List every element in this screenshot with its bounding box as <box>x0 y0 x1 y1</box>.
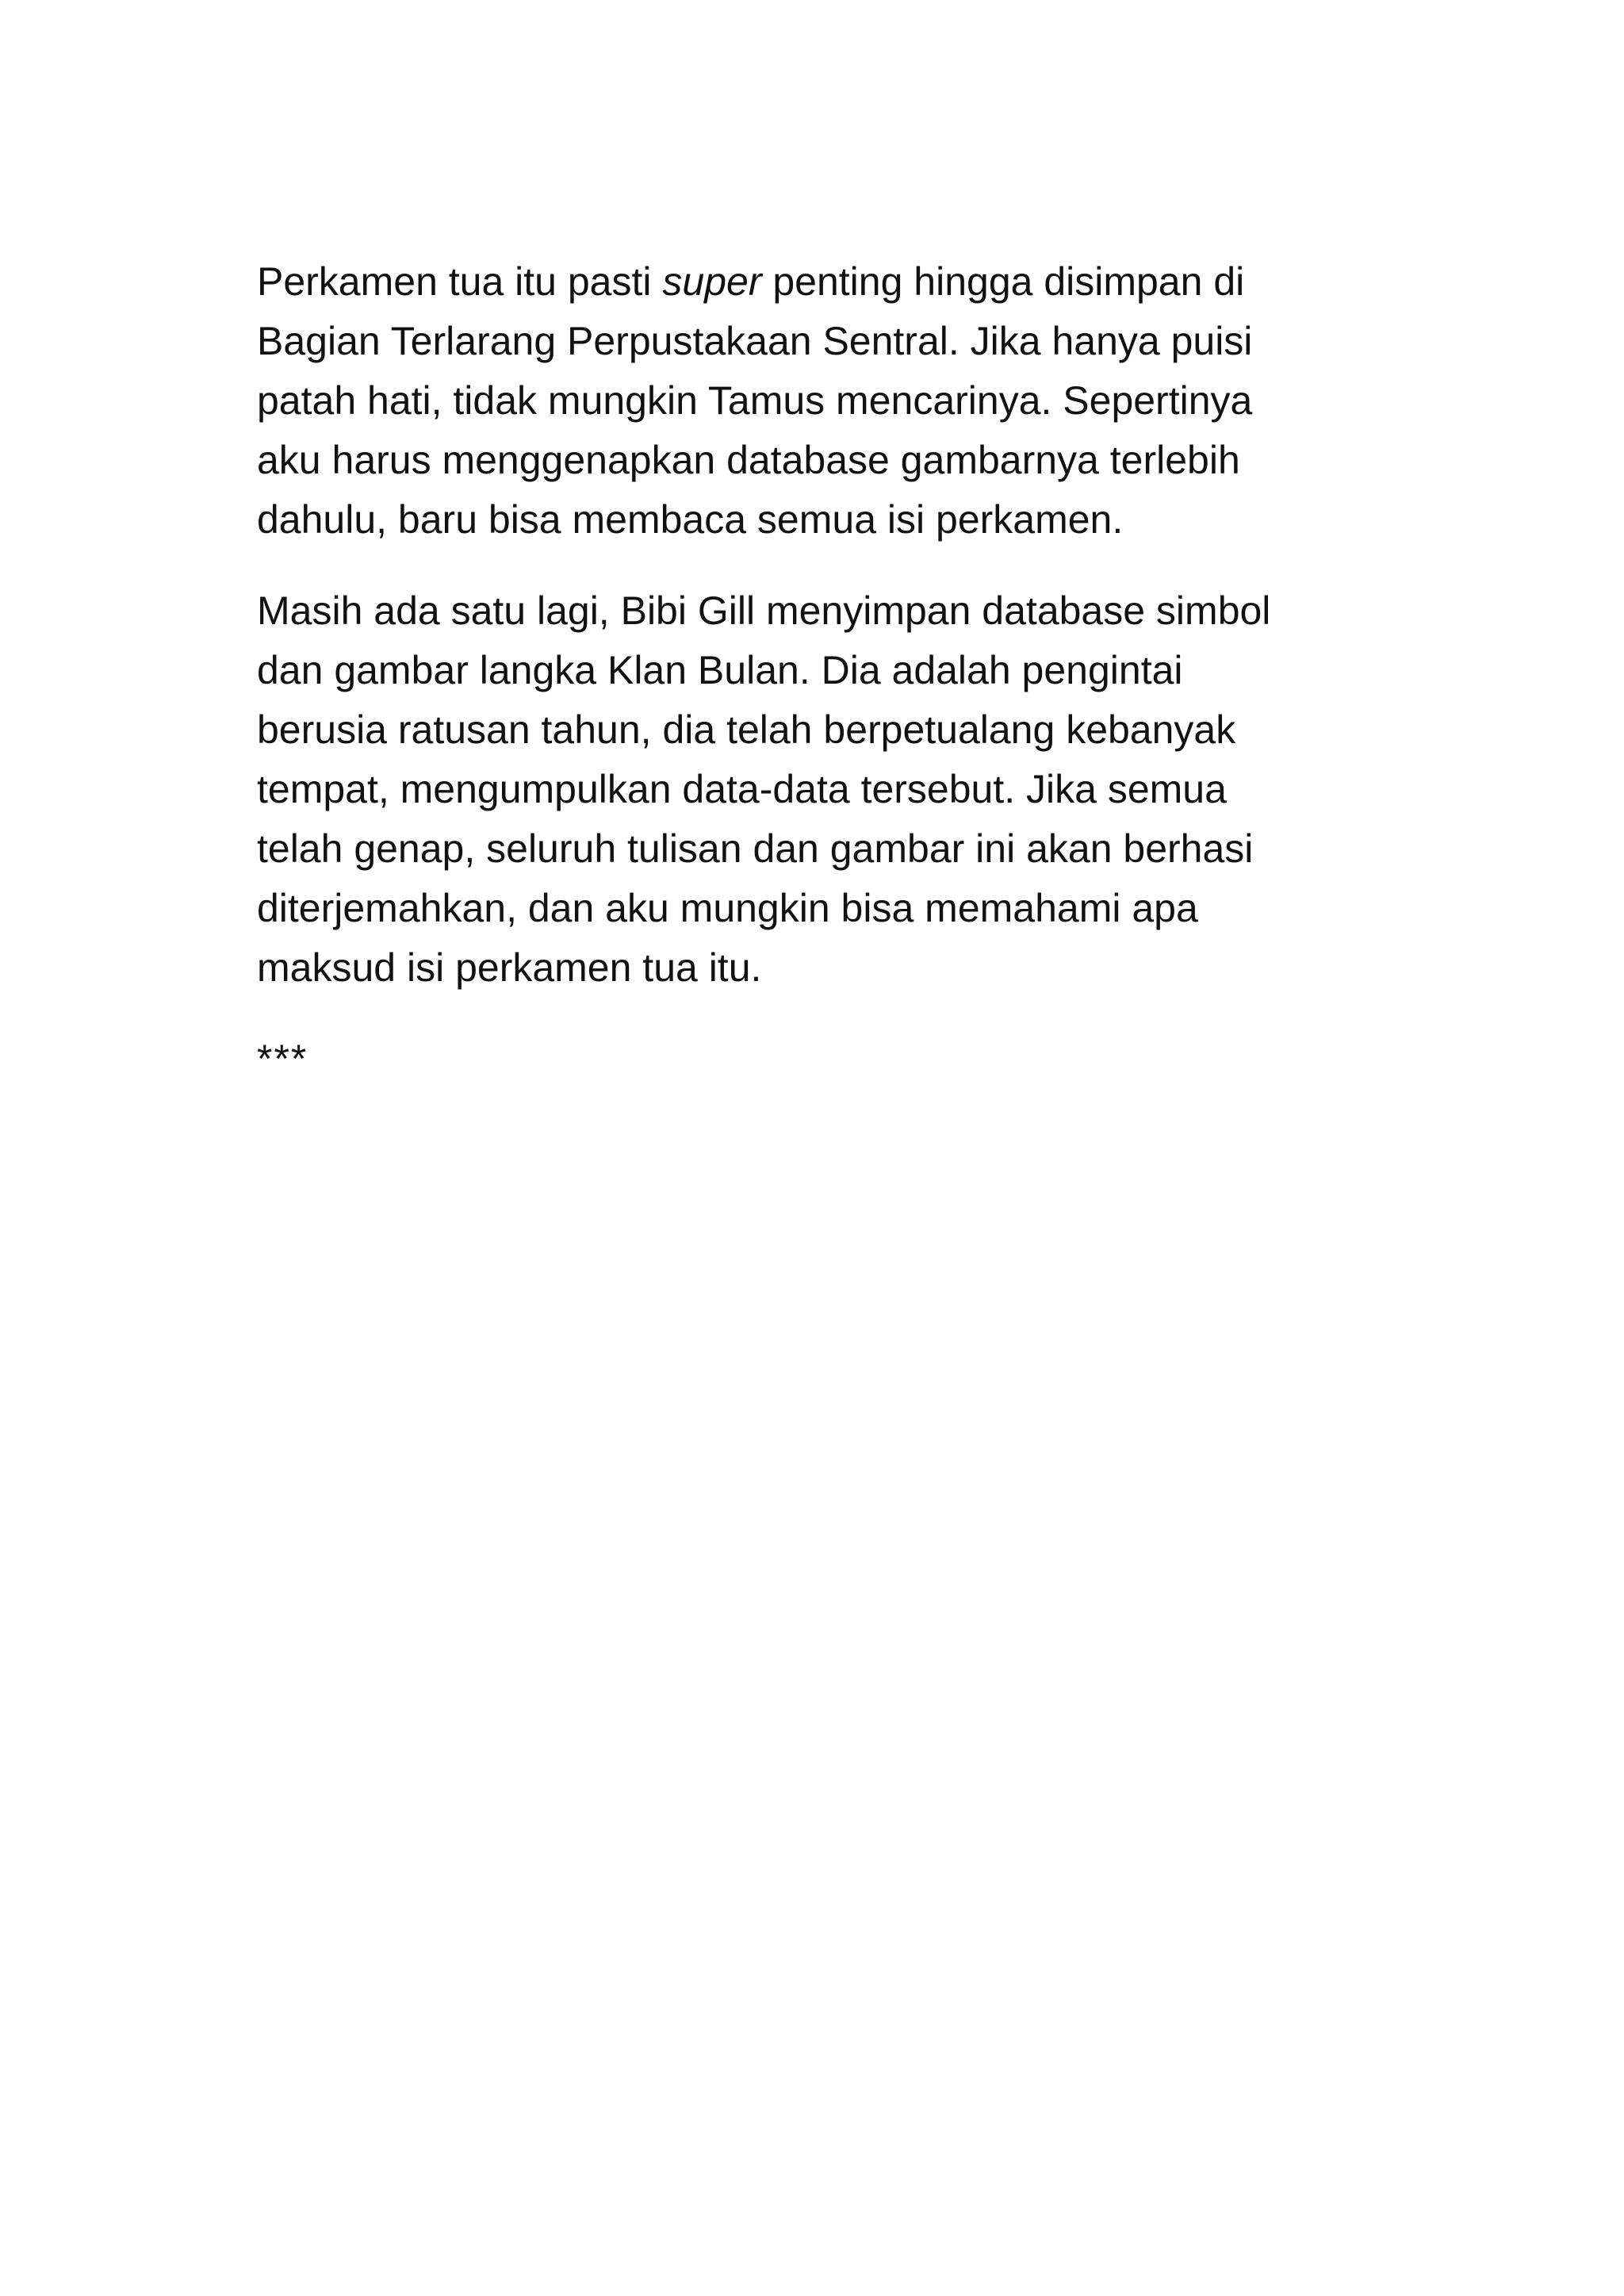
paragraph-2-line-7: maksud isi perkamen tua itu. <box>257 945 762 990</box>
paragraph-2-line-3: berusia ratusan tahun, dia telah berpetualang kebanyak <box>257 707 1236 752</box>
paragraph-1 <box>257 252 1383 550</box>
line-text-after-italic: penting hingga disimpan di <box>761 259 1245 304</box>
paragraph-2 <box>257 581 1383 998</box>
paragraph-2-line-5: telah genap, seluruh tulisan dan gambar ini akan berhasi <box>257 826 1254 871</box>
paragraph-2-line-6: diterjemahkan, dan aku mungkin bisa memahami apa <box>257 886 1198 930</box>
line-text-before-italic: Perkamen tua itu pasti <box>257 259 663 304</box>
paragraph-2-line-4: tempat, mengumpulkan data-data tersebut. Jika semua <box>257 767 1227 811</box>
paragraph-1-line-5: dahulu, baru bisa membaca semua isi perkamen. <box>257 497 1124 542</box>
scene-break-separator: *** <box>257 1037 308 1081</box>
paragraph-1-line-4: aku harus menggenapkan database gambarnya terlebih <box>257 438 1240 482</box>
paragraph-2-line-1: Masih ada satu lagi, Bibi Gill menyimpan database simbol <box>257 588 1271 633</box>
paragraph-spacing <box>257 550 1383 581</box>
italic-emphasis: super <box>662 259 762 304</box>
paragraph-1-line-3: patah hati, tidak mungkin Tamus mencarinya. Sepertinya <box>257 378 1253 423</box>
paragraph-1-line-1 <box>257 252 1383 312</box>
body-text <box>257 252 1383 1089</box>
paragraph-2-line-2: dan gambar langka Klan Bulan. Dia adalah pengintai <box>257 648 1183 692</box>
paragraph-1-line-2: Bagian Terlarang Perpustakaan Sentral. Jika hanya puisi <box>257 319 1253 363</box>
